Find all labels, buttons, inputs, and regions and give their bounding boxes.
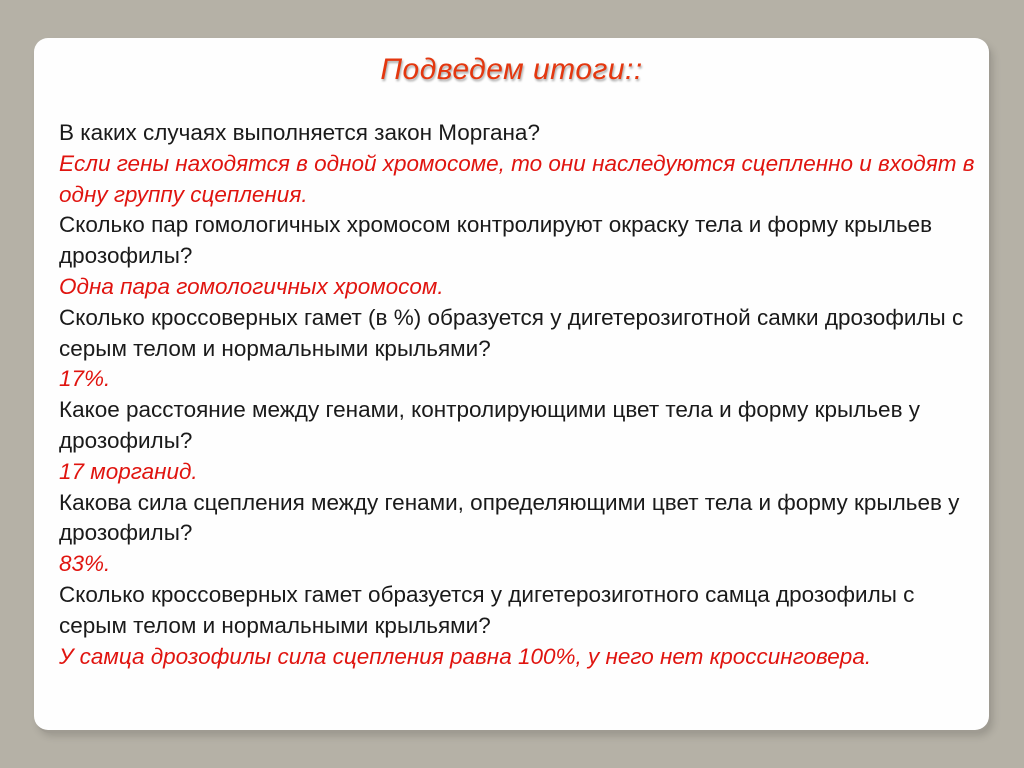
- answer-2: Одна пара гомологичных хромосом.: [59, 273, 444, 299]
- question-3: Сколько кроссоверных гамет (в %) образуется у дигетерозиготной самки дрозофилы с серым телом и нормальными крыльями?: [59, 304, 964, 361]
- question-2: Сколько пар гомологичных хромосом контролируют окраску тела и форму крыльев дрозофилы?: [59, 212, 933, 269]
- answer-5: 83%.: [59, 551, 111, 577]
- slide-title: Подведем итоги::: [380, 53, 643, 86]
- slide-card: [34, 38, 989, 730]
- qa-list: [59, 118, 979, 672]
- question-4: Какое расстояние между генами, контролирующими цвет тела и форму крыльев у дрозофилы?: [59, 397, 921, 453]
- answer-6: У самца дрозофилы сила сцепления равна 100%, у него нет кроссинговера.: [59, 643, 872, 669]
- question-6: Сколько кроссоверных гамет образуется у дигетерозиготного самца дрозофилы с серым телом и нормальными крыльями?: [59, 581, 915, 638]
- answer-4: 17 морганид.: [59, 458, 198, 484]
- answer-1: Если гены находятся в одной хромосоме, то они наследуются сцепленно и входят в одну группу сцепления.: [59, 150, 975, 207]
- question-1: В каких случаях выполняется закон Моргана?: [59, 120, 540, 145]
- question-5: Какова сила сцепления между генами, определяющими цвет тела и форму крыльев у дрозофилы?: [59, 489, 960, 546]
- answer-3: 17%.: [59, 366, 111, 392]
